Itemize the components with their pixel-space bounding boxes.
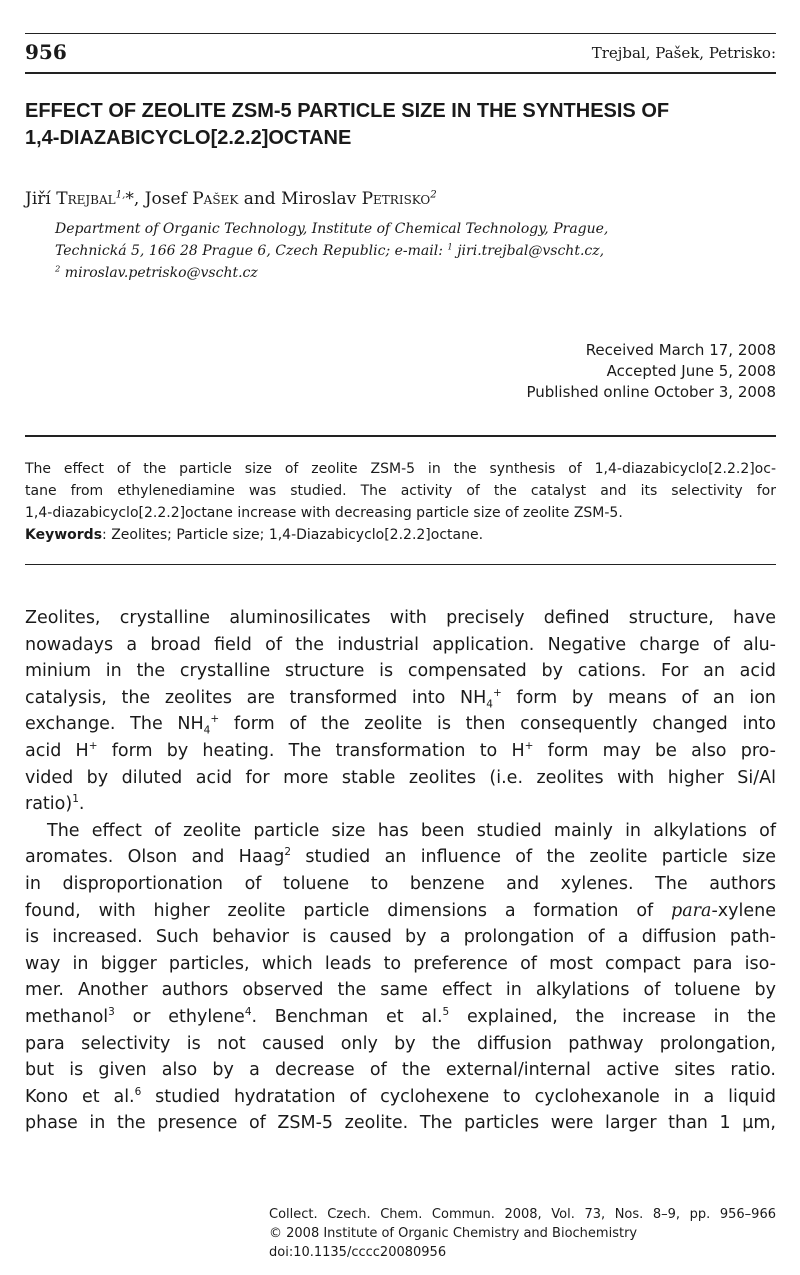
- author-1-given: Jiří: [25, 189, 51, 209]
- email-1-mark: 1: [447, 241, 453, 252]
- affiliation: [55, 218, 775, 284]
- body-line: catalysis, the zeolites are transformed into $NH_4^+$ form by means of an ion: [25, 686, 776, 711]
- accepted-date: Accepted June 5, 2008: [606, 362, 776, 380]
- article-title: [25, 98, 775, 152]
- page-number: 956: [25, 40, 67, 64]
- title-line-2: 1,4-DIAZABICYCLO[2.2.2]OCTANE: [25, 127, 352, 149]
- reference-mark: 4: [244, 1006, 252, 1019]
- header-bottom-rule: [25, 72, 776, 74]
- reference-mark: 1: [72, 793, 79, 806]
- affiliation-line-1: Department of Organic Technology, Institute of Chemical Technology, Prague,: [55, 221, 609, 237]
- publication-dates: [526, 340, 776, 403]
- reference-mark: 2: [284, 846, 292, 859]
- abstract-line: tane from ethylenediamine was studied. The activity of the catalyst and its selectivity for: [25, 483, 776, 499]
- body-line: but is given also by a decrease of the external/internal active sites ratio.: [25, 1060, 776, 1081]
- author-1-family: Trejbal: [56, 189, 116, 209]
- reference-mark: 3: [108, 1006, 115, 1019]
- body-line: in disproportionation of toluene to benzene and xylenes. The authors: [25, 873, 776, 894]
- copyright: © 2008 Institute of Organic Chemistry and Biochemistry: [269, 1226, 638, 1241]
- author-conjunction: and: [238, 189, 282, 209]
- body-line: aromates. Olson and Haag$^2$ studied an influence of the zeolite particle size: [25, 846, 776, 868]
- body-line: The effect of zeolite particle size has been studied mainly in alkylations of: [47, 820, 776, 841]
- body-line: minium in the crystalline structure is compensated by cations. For an acid: [25, 661, 776, 682]
- reference-mark: 5: [442, 1006, 450, 1019]
- body-line: Zeolites, crystalline aluminosilicates with precisely defined structure, have: [25, 608, 776, 628]
- para-italic: para: [671, 900, 712, 921]
- journal-footer: [269, 1205, 776, 1262]
- body-line: way in bigger particles, which leads to preference of most compact para iso-: [25, 953, 776, 974]
- author-2-family: Pašek: [192, 189, 239, 209]
- keywords-label: Keywords: [25, 527, 103, 543]
- author-separator: ,: [133, 189, 145, 209]
- author-3-family: Petrisko: [361, 189, 431, 209]
- body-line: vided by diluted acid for more stable zeolites (i.e. zeolites with higher Si/Al: [25, 767, 776, 788]
- running-authors: Trejbal, Pašek, Petrisko:: [591, 44, 776, 62]
- body-line: acid H+ form by heating. The transformation to H+ form may be also pro-: [25, 740, 776, 761]
- author-3-given: Miroslav: [281, 189, 357, 209]
- abstract-bottom-rule: [25, 564, 776, 565]
- body-line: methanol$^3$ or ethylene$^4$. Benchman et al.$^5$ explained, the increase in the: [25, 1006, 777, 1027]
- author-1-affil-mark: 1,: [115, 189, 126, 201]
- header-top-rule: [25, 33, 776, 34]
- body-line: phase in the presence of ZSM-5 zeolite. The particles were larger than 1 µm,: [25, 1113, 776, 1134]
- body-line: para selectivity is not caused only by the diffusion pathway prolongation,: [25, 1033, 776, 1054]
- affiliation-line-3: [55, 262, 775, 284]
- received-date: Received March 17, 2008: [585, 341, 776, 359]
- citation: Collect. Czech. Chem. Commun. 2008, Vol. 73, Nos. 8–9, pp. 956–966: [269, 1207, 776, 1222]
- email-2-link[interactable]: miroslav.petrisko@vscht.cz: [60, 265, 258, 281]
- doi[interactable]: doi:10.1135/cccc20080956: [269, 1245, 447, 1260]
- affiliation-address: Technická 5, 166 28 Prague 6, Czech Republic; e-mail:: [55, 243, 448, 259]
- author-2-given: Josef: [144, 189, 187, 209]
- email-1-link[interactable]: jiri.trejbal@vscht.cz,: [452, 243, 605, 259]
- abstract-line: 1,4-diazabicyclo[2.2.2]octane increase with decreasing particle size of zeolite ZSM-5.: [25, 505, 623, 521]
- keywords: [25, 524, 776, 546]
- published-date: Published online October 3, 2008: [526, 383, 776, 401]
- affiliation-line-2: [55, 240, 775, 262]
- body-text: [25, 605, 776, 1137]
- body-line: mer. Another authors observed the same effect in alkylations of toluene by: [25, 980, 776, 1001]
- body-line: exchange. The $NH_4^+$ form of the zeolite is then consequently changed into: [25, 713, 776, 737]
- keywords-text: : Zeolites; Particle size; 1,4-Diazabicyclo[2.2.2]octane.: [102, 527, 484, 543]
- abstract-top-rule: [25, 435, 776, 437]
- body-line: found, with higher zeolite particle dimensions a formation of para-xylene: [25, 900, 776, 921]
- body-line: is increased. Such behavior is caused by a prolongation of a diffusion path-: [25, 927, 776, 948]
- author-list: [25, 189, 437, 209]
- body-line: ratio)$^1$.: [25, 793, 85, 815]
- body-line: nowadays a broad field of the industrial application. Negative charge of alu-: [25, 634, 776, 655]
- reference-mark: 6: [134, 1085, 142, 1098]
- abstract-line: The effect of the particle size of zeolite ZSM-5 in the synthesis of 1,4-diazabicyclo[2.2.2]oc-: [25, 461, 776, 477]
- title-line-1: EFFECT OF ZEOLITE ZSM-5 PARTICLE SIZE IN THE SYNTHESIS OF: [25, 100, 670, 122]
- abstract: [25, 458, 776, 546]
- author-3-affil-mark: 2: [430, 189, 437, 201]
- body-line: Kono et al.$^6$ studied hydratation of cyclohexene to cyclohexanole in a liquid: [25, 1085, 776, 1107]
- corresponding-author-mark: *: [125, 189, 134, 209]
- email-2-mark: 2: [55, 263, 61, 274]
